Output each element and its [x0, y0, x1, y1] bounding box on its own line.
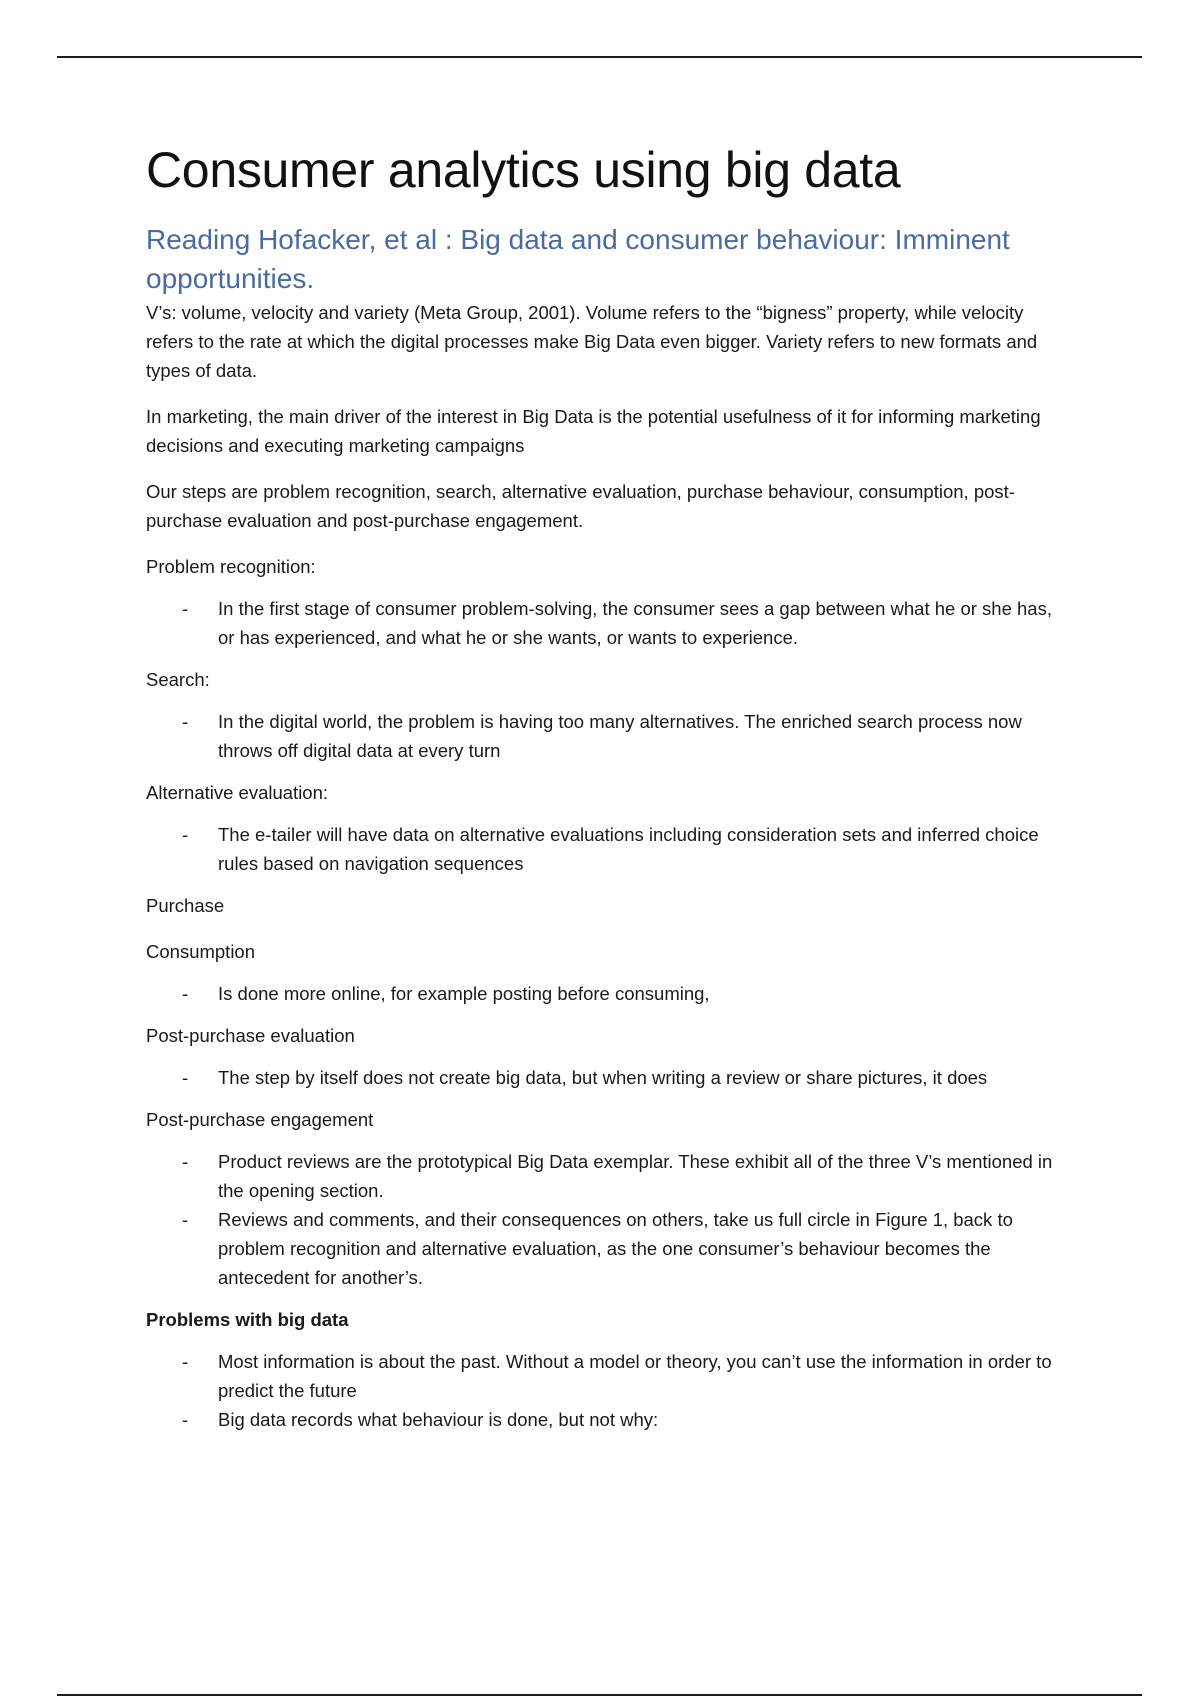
- section-heading-post-purchase-evaluation: Post-purchase evaluation: [146, 1025, 355, 1047]
- bullet-list-problems: [146, 1347, 1066, 1434]
- list-item: - Product reviews are the prototypical Big Data exemplar. These exhibit all of the three V’s mentioned in the opening section.: [146, 1147, 1066, 1205]
- section-heading-search: Search:: [146, 669, 210, 691]
- section-heading-alternative-evaluation: Alternative evaluation:: [146, 782, 329, 804]
- paragraph-vs: V’s: volume, velocity and variety (Meta Group, 2001). Volume refers to the “bigness” property, while velocity refers to the rate at which the digital processes make Big Data even bigger. Variety refers to new formats and types of data.: [146, 302, 1038, 382]
- section-heading-problems: Problems with big data: [146, 1309, 349, 1331]
- document-page: [146, 140, 1066, 1447]
- reading-subtitle: Reading Hofacker, et al : Big data and consumer behaviour: Imminent opportunities.: [146, 224, 1010, 295]
- list-item: - Is done more online, for example posting before consuming,: [146, 979, 1066, 1008]
- list-item: - The e-tailer will have data on alternative evaluations including consideration sets and inferred choice rules based on navigation sequences: [146, 820, 1066, 878]
- top-rule: [57, 56, 1142, 58]
- list-item: - The step by itself does not create big data, but when writing a review or share pictures, it does: [146, 1063, 1066, 1092]
- bottom-rule: [57, 1694, 1142, 1696]
- section-heading-post-purchase-engagement: Post-purchase engagement: [146, 1109, 374, 1131]
- section-heading-problem-recognition: Problem recognition:: [146, 556, 316, 578]
- bullet-list-post-purchase-engagement: [146, 1147, 1066, 1292]
- bullet-list-search: [146, 707, 1066, 765]
- bullet-list-post-purchase-evaluation: [146, 1063, 1066, 1092]
- list-item: - In the first stage of consumer problem-solving, the consumer sees a gap between what he or she has, or has experienced, and what he or she wants, or wants to experience.: [146, 594, 1066, 652]
- document-title: Consumer analytics using big data: [146, 142, 901, 198]
- bullet-list-consumption: [146, 979, 1066, 1008]
- section-heading-purchase: Purchase: [146, 895, 225, 917]
- paragraph-marketing: In marketing, the main driver of the interest in Big Data is the potential usefulness of it for informing marketing decisions and executing marketing campaigns: [146, 406, 1041, 457]
- list-item: - Most information is about the past. Without a model or theory, you can’t use the information in order to predict the future: [146, 1347, 1066, 1405]
- bullet-list-alternative-evaluation: [146, 820, 1066, 878]
- bullet-list-problem-recognition: [146, 594, 1066, 652]
- list-item: - Big data records what behaviour is done, but not why:: [146, 1405, 1066, 1434]
- list-item: - Reviews and comments, and their consequences on others, take us full circle in Figure 1, back to problem recognition and alternative evaluation, as the one consumer’s behaviour becomes the antecedent for another’s.: [146, 1205, 1066, 1292]
- paragraph-steps: Our steps are problem recognition, search, alternative evaluation, purchase behaviour, consumption, post-purchase evaluation and post-purchase engagement.: [146, 481, 1015, 532]
- section-heading-consumption: Consumption: [146, 941, 256, 963]
- list-item: - In the digital world, the problem is having too many alternatives. The enriched search process now throws off digital data at every turn: [146, 707, 1066, 765]
